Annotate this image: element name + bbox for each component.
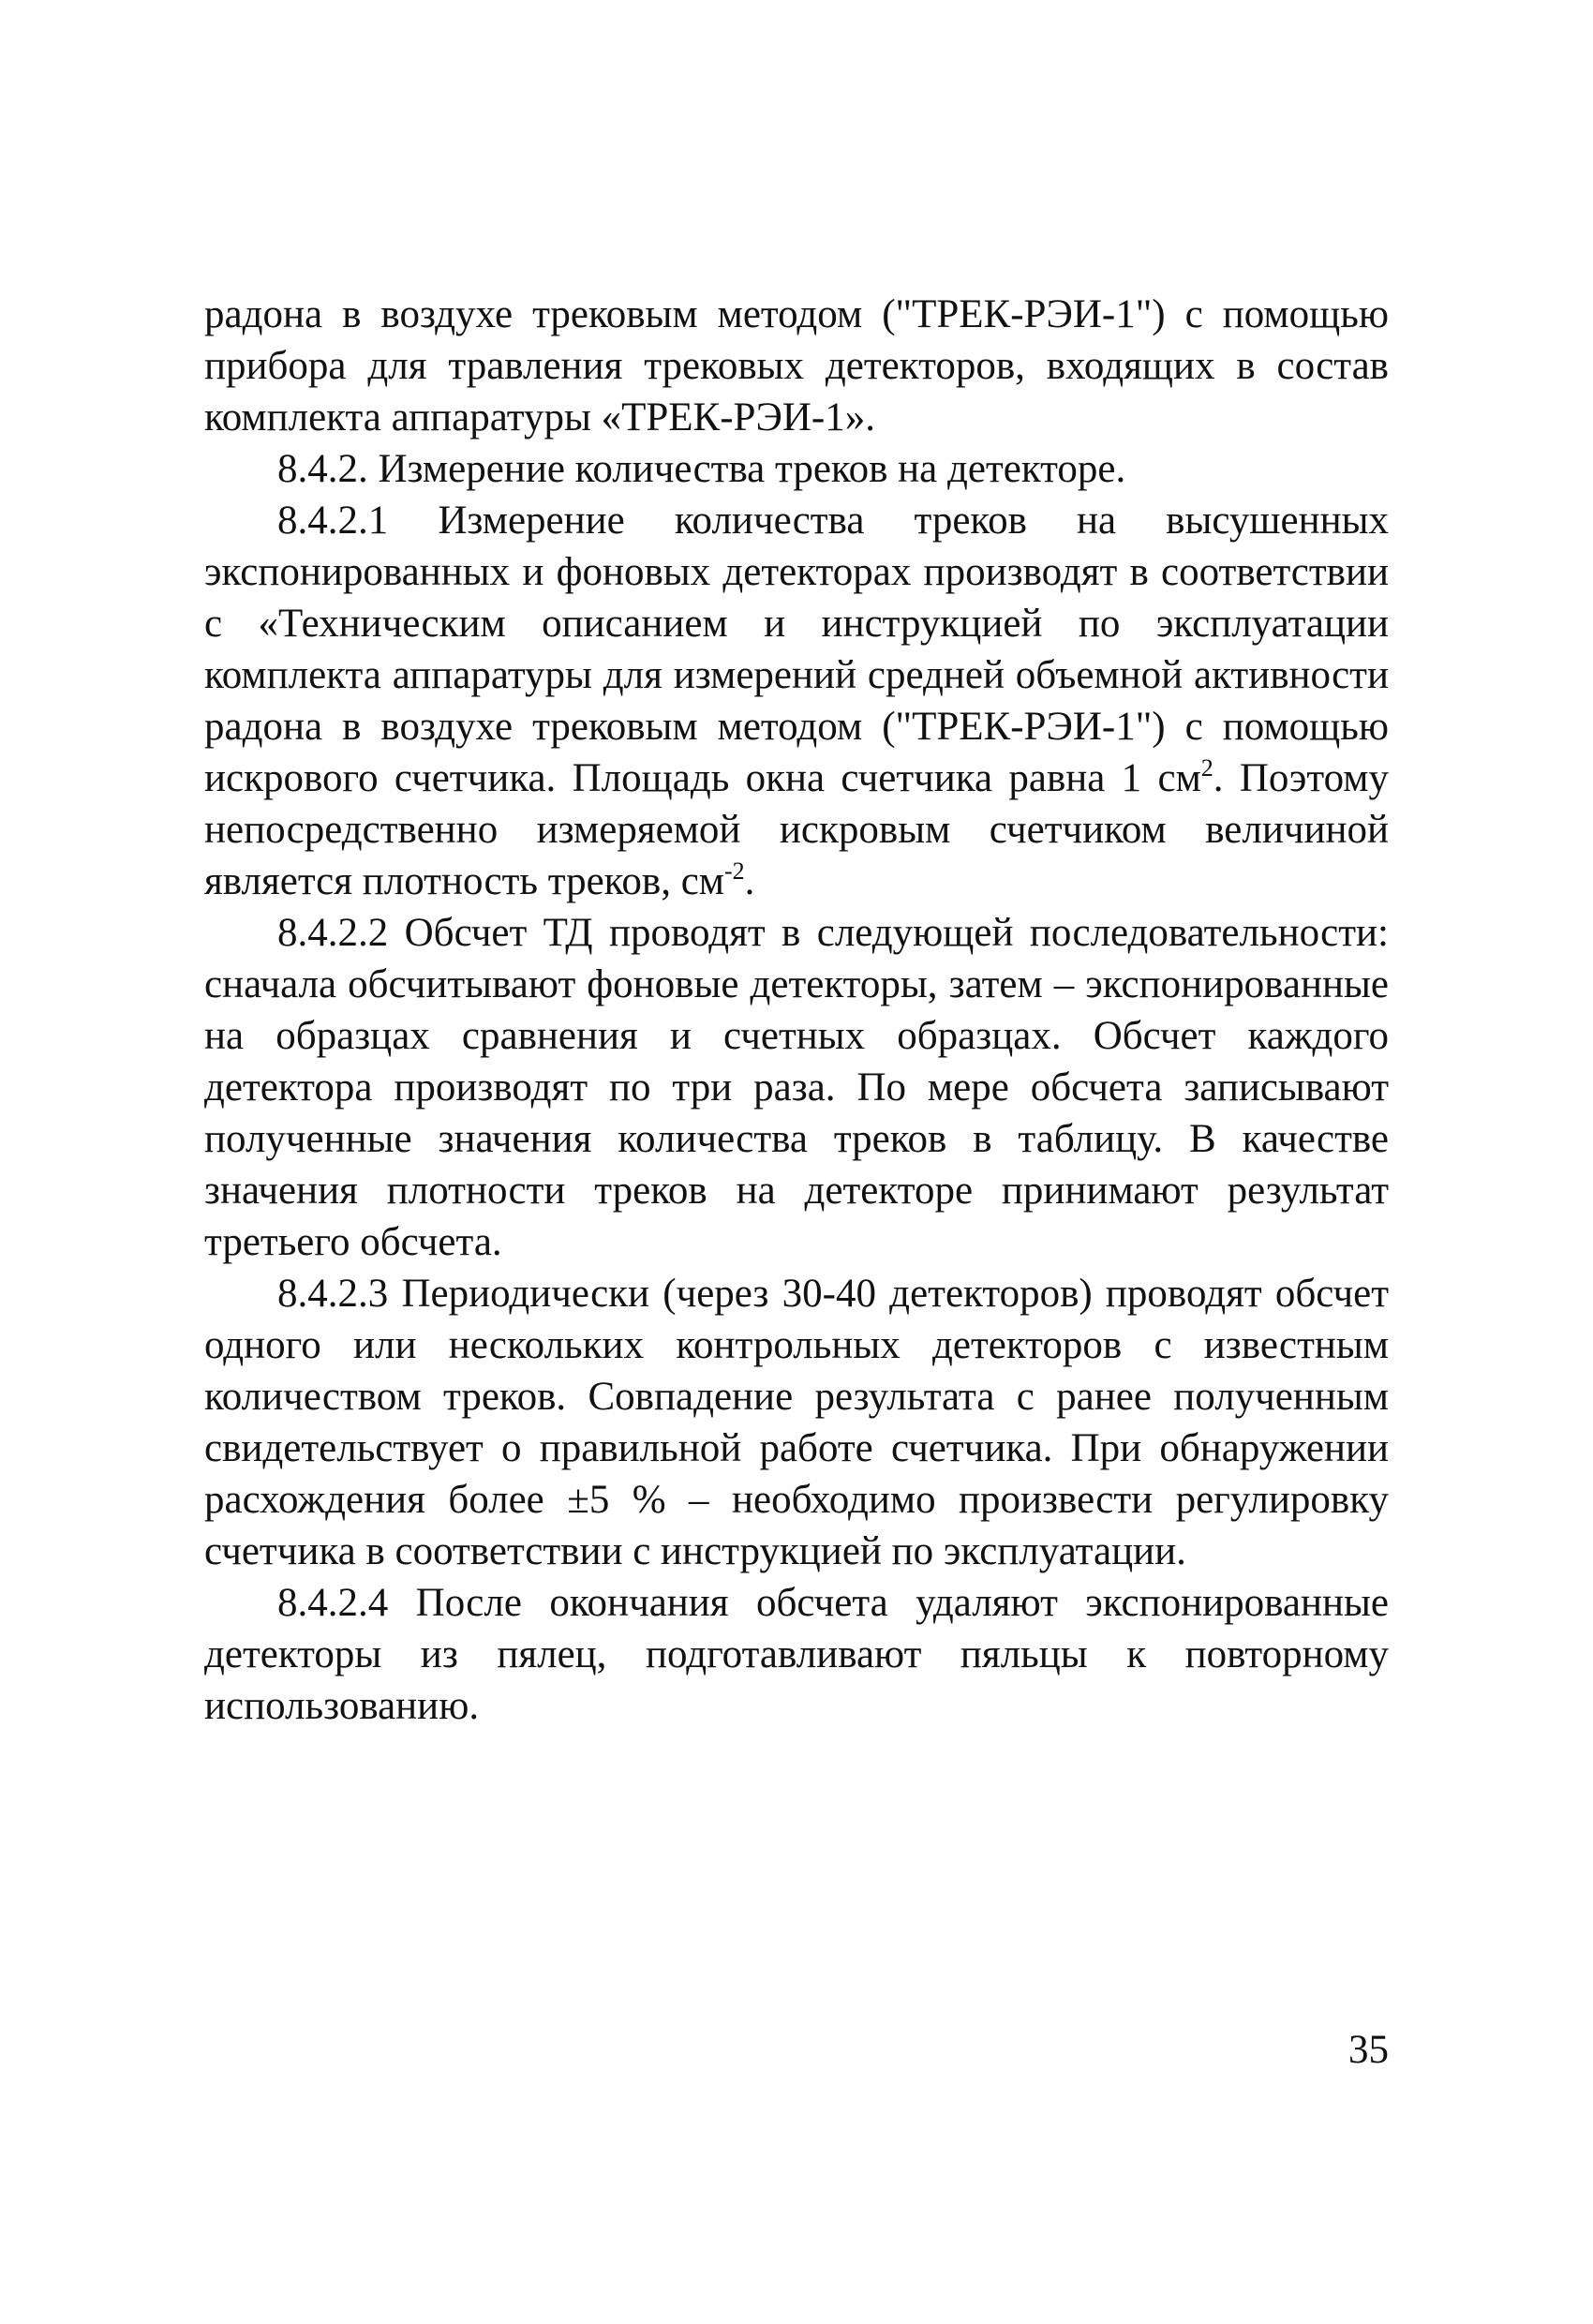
superscript-minus-2: -2 <box>724 857 745 885</box>
paragraph-8-4-2-2: 8.4.2.2 Обсчет ТД проводят в следующей последовательности: сначала обсчитывают фоновые детекторы, затем – экспонированные на образцах сравнения и счетных образцах. Обсчет каждого детектора производят по три раза. По мере обсчета записывают полученные значения количества треков в таблицу. В качестве значения плотности треков на детекторе принимают результат третьего обсчета. <box>204 911 1389 1264</box>
paragraph-8-4-2: 8.4.2. Измерение количества треков на детекторе. <box>277 447 1126 491</box>
paragraph-8-4-2-1-text-c: . <box>744 859 755 903</box>
body-text <box>204 289 1389 1732</box>
superscript-2: 2 <box>1200 754 1213 782</box>
paragraph-8-4-2-4: 8.4.2.4 После окончания обсчета удаляют экспонированные детекторы из пялец, подготавливают пяльцы к повторному использованию. <box>204 1581 1389 1728</box>
paragraph-8-4-2-1 <box>204 495 1389 907</box>
paragraph-8-4-2-1-text-a: 8.4.2.1 Измерение количества треков на высушенных экспонированных и фоновых детекторах производят в соответствии с «Техническим описанием и инструкцией по эксплуатации комплекта аппаратуры для измерений средней объемной активности радона в воздухе трековым методом ("ТРЕК-РЭИ-1") с помощью искрового счетчика. Площадь окна счетчика равна 1 см <box>204 499 1389 800</box>
paragraph-8-4-2-1-text-b: . Поэтому непосредственно измеряемой искровым счетчиком величиной является плотность треков, см <box>204 756 1389 903</box>
page-number: 35 <box>1348 2028 1389 2072</box>
paragraph-continuation: радона в воздухе трековым методом ("ТРЕК-РЭИ-1") с помощью прибора для травления трековых детекторов, входящих в состав комплекта аппаратуры «ТРЕК-РЭИ-1». <box>204 292 1389 439</box>
paragraph-8-4-2-3: 8.4.2.3 Периодически (через 30-40 детекторов) проводят обсчет одного или нескольких контрольных детекторов с известным количеством треков. Совпадение результата с ранее полученным свидетельствует о правильной работе счетчика. При обнаружении расхождения более ±5 % – необходимо произвести регулировку счетчика в соответствии с инструкцией по эксплуатации. <box>204 1272 1389 1573</box>
